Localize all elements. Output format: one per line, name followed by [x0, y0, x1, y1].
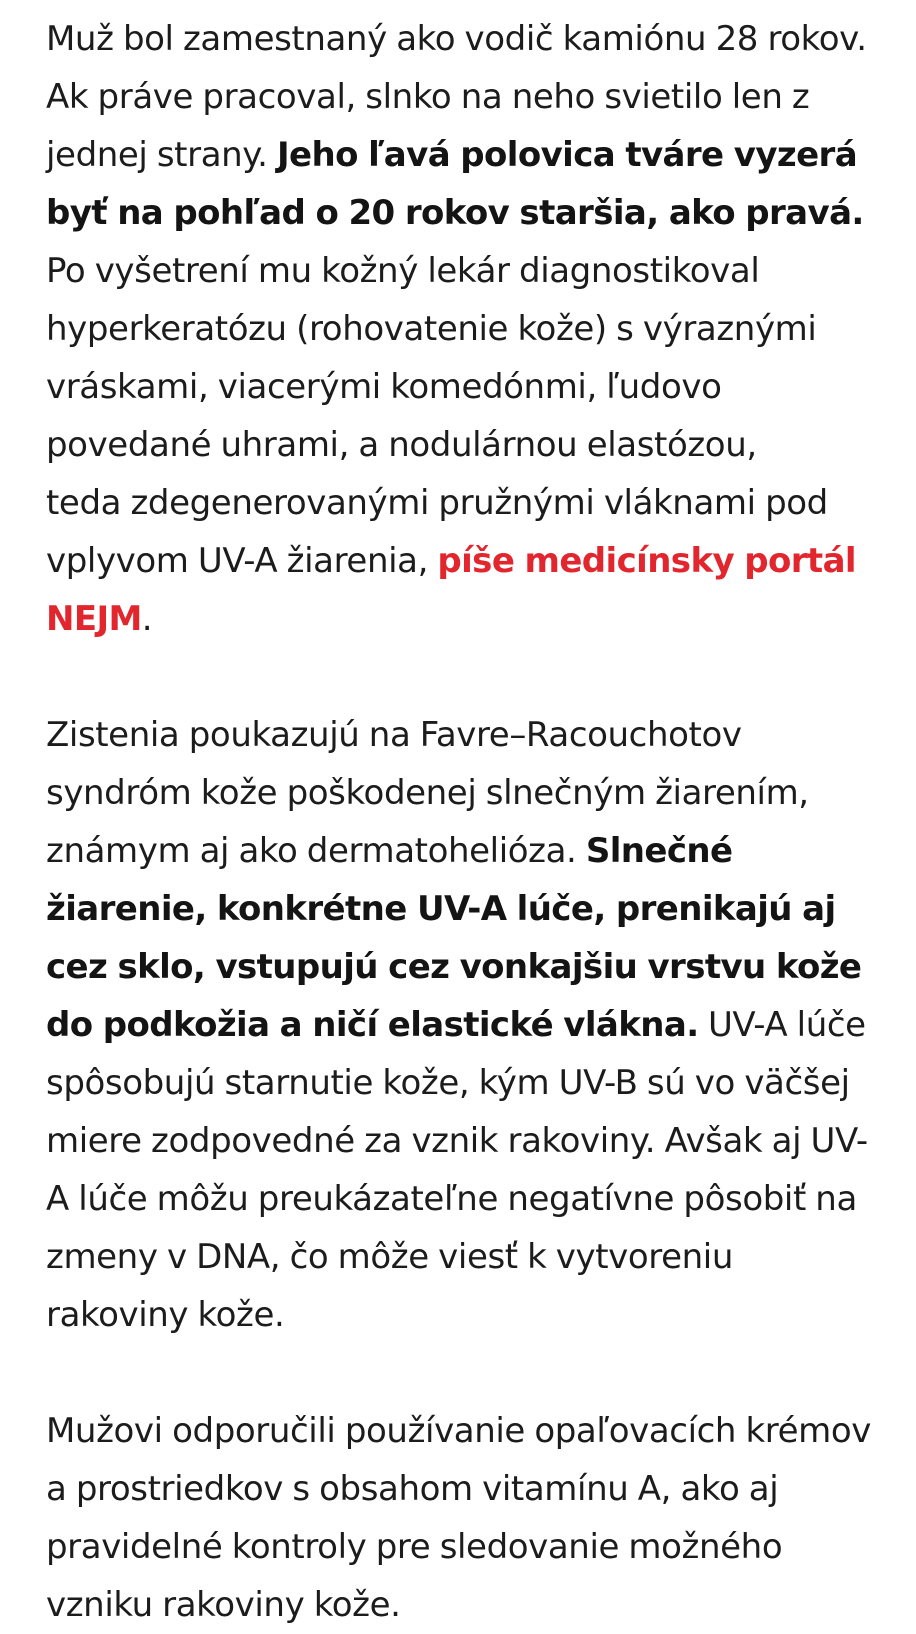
- paragraph-1-bold: Jeho ľavá polovica tváre vyzerá byť na pohľad o 20 rokov staršia, ako pravá.: [46, 135, 864, 233]
- paragraph-1: [46, 10, 876, 648]
- paragraph-1-intro: Muž bol zamestnaný ako vodič kamiónu 28 rokov. Ak práve pracoval, slnko na neho svietilo len z jednej strany.: [46, 19, 867, 175]
- paragraph-1-mid2: teda zdegenerovanými pružnými vláknami pod vplyvom UV-A žiarenia,: [46, 483, 828, 581]
- paragraph-1-mid: Po vyšetrení mu kožný lekár diagnostikoval hyperkeratózu (rohovatenie kože) s výraznými vráskami, viacerými komedónmi, ľudovo povedané uhrami, a nodulárnou elastózou,: [46, 251, 817, 465]
- nejm-link[interactable]: píše medicínsky portál NEJM: [46, 541, 856, 639]
- paragraph-2: [46, 706, 876, 1344]
- article-body: [46, 10, 876, 1634]
- paragraph-3: [46, 1402, 876, 1634]
- paragraph-3-text: Mužovi odporučili používanie opaľovacích krémov a prostriedkov s obsahom vitamínu A, ako aj pravidelné kontroly pre sledovanie možného vzniku rakoviny kože.: [46, 1411, 871, 1625]
- paragraph-1-end: .: [141, 599, 153, 639]
- paragraph-2-bold: Slnečné žiarenie, konkrétne UV-A lúče, prenikajú aj cez sklo, vstupujú cez vonkajšiu vrstvu kože do podkožia a ničí elastické vlákna.: [46, 831, 862, 1045]
- paragraph-2-rest: UV-A lúče spôsobujú starnutie kože, kým UV-B sú vo väčšej miere zodpovedné za vznik rakoviny. Avšak aj UV-A lúče môžu preukázateľne negatívne pôsobiť na zmeny v DNA, čo môže viesť k vytvoreniu rakoviny kože.: [46, 1005, 868, 1335]
- paragraph-2-intro: Zistenia poukazujú na Favre–Racouchotov syndróm kože poškodenej slnečným žiarením, známym aj ako dermatohelióza.: [46, 715, 809, 871]
